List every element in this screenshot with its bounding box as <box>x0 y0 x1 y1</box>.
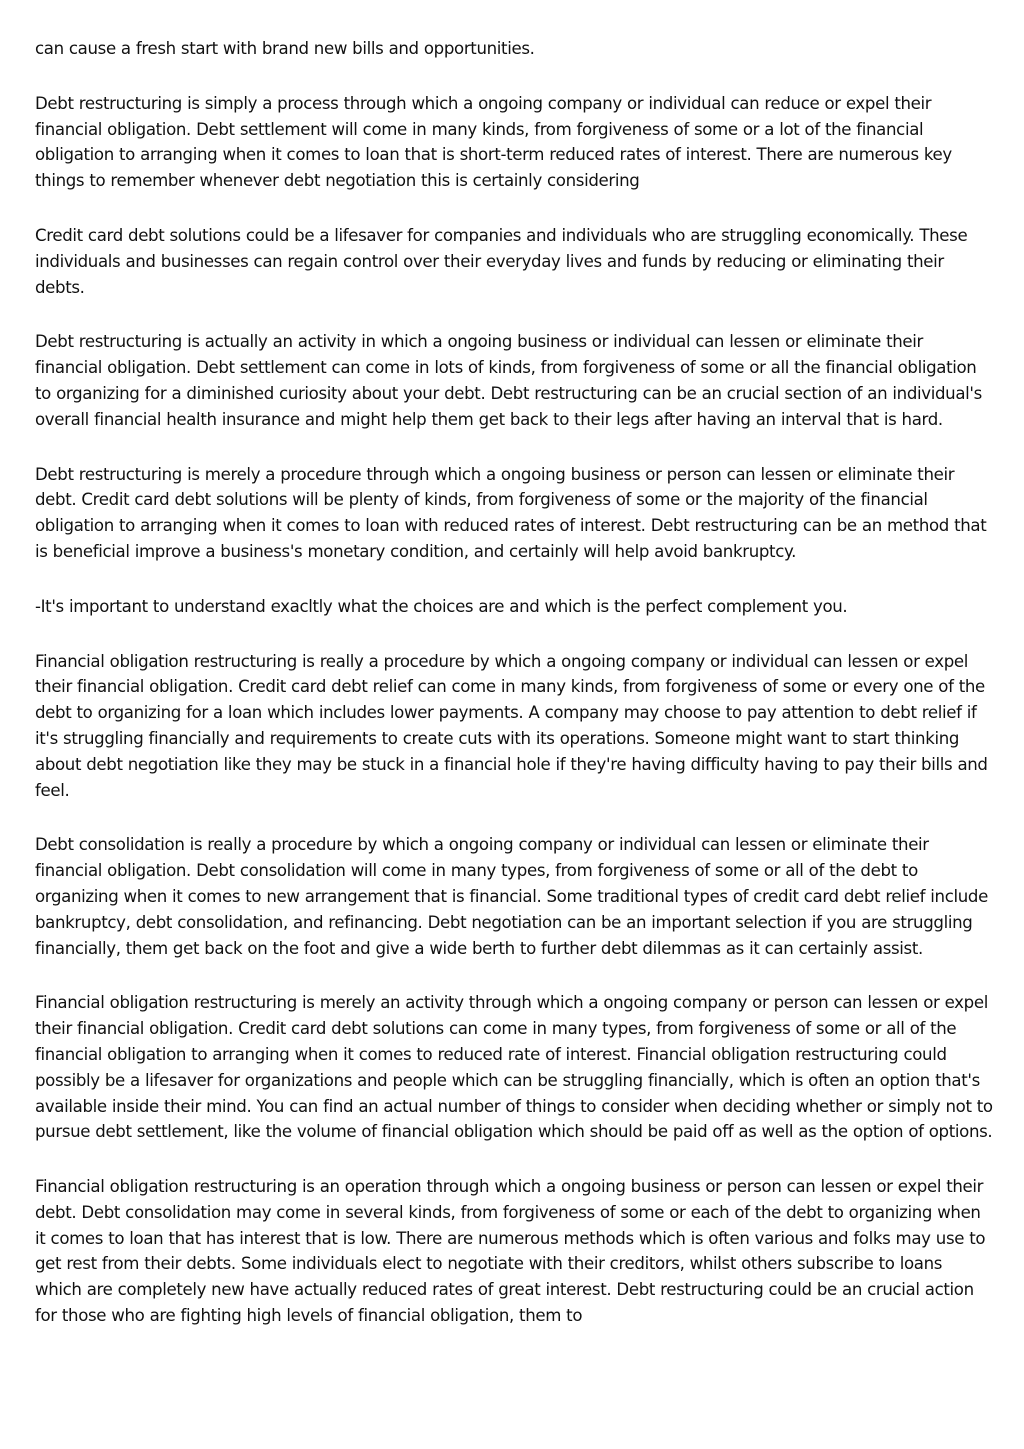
paragraph: Debt restructuring is actually an activity in which a ongoing business or individual can lessen or eliminate their financial obligation. Debt settlement can come in lots of kinds, from forgiveness of some or all the financial obligation to organizing for a diminished curiosity about your debt. Debt restructuring can be an crucial section of an individual's overall financial health insurance and might help them get back to their legs after having an interval that is hard. <box>35 332 982 429</box>
paragraph: -It's important to understand exacltly what the choices are and which is the perfect complement you. <box>35 596 848 616</box>
paragraph: can cause a fresh start with brand new bills and opportunities. <box>35 39 535 58</box>
paragraph: Financial obligation restructuring is an operation through which a ongoing business or person can lessen or expel their debt. Debt consolidation may come in several kinds, from forgiveness of some or each of the debt to organizing when it comes to loan that has interest that is low. There are numerous methods which is often various and folks may use to get rest from their debts. Some individuals elect to negotiate with their creditors, whilst others subscribe to loans which are completely new have actually reduced rates of great interest. Debt restructuring could be an crucial action for those who are fighting high levels of financial obligation, them to <box>35 1177 986 1326</box>
paragraph: Financial obligation restructuring is really a procedure by which a ongoing company or individual can lessen or expel their financial obligation. Credit card debt relief can come in many kinds, from forgiveness of some or every one of the debt to organizing for a loan which includes lower payments. A company may choose to pay attention to debt relief if it's struggling financially and requirements to create cuts with its operations. Someone might want to start thinking about debt negotiation like they may be stuck in a financial hole if they're having difficulty having to pay their bills and feel. <box>35 651 988 800</box>
paragraph: Financial obligation restructuring is merely an activity through which a ongoing company or person can lessen or expel their financial obligation. Credit card debt solutions can come in many types, from forgiveness of some or all of the financial obligation to arranging when it comes to reduced rate of interest. Financial obligation restructuring could possibly be a lifesaver for organizations and people which can be struggling financially, which is often an option that's available inside their mind. You can find an actual number of things to consider when deciding whether or simply not to pursue debt settlement, like the volume of financial obligation which should be paid off as well as the option of options. <box>35 993 993 1142</box>
paragraph: Debt restructuring is simply a process through which a ongoing company or individual can reduce or expel their financial obligation. Debt settlement will come in many kinds, from forgiveness of some or a lot of the financial obligation to arranging when it comes to loan that is short-term reduced rates of interest. There are numerous key things to remember whenever debt negotiation this is certainly considering <box>35 93 952 191</box>
document-body <box>35 36 993 1358</box>
paragraph: Debt restructuring is merely a procedure through which a ongoing business or person can lessen or eliminate their debt. Credit card debt solutions will be plenty of kinds, from forgiveness of some or the majority of the financial obligation to arranging when it comes to loan with reduced rates of interest. Debt restructuring can be an method that is beneficial improve a business's monetary condition, and certainly will help avoid bankruptcy. <box>35 464 987 561</box>
paragraph: Debt consolidation is really a procedure by which a ongoing company or individual can lessen or eliminate their financial obligation. Debt consolidation will come in many types, from forgiveness of some or all of the debt to organizing when it comes to new arrangement that is financial. Some traditional types of credit card debt relief include bankruptcy, debt consolidation, and refinancing. Debt negotiation can be an important selection if you are struggling financially, them get back on the foot and give a wide berth to further debt dilemmas as it can certainly assist. <box>35 835 988 958</box>
paragraph: Credit card debt solutions could be a lifesaver for companies and individuals who are struggling economically. These individuals and businesses can regain control over their everyday lives and funds by reducing or eliminating their debts. <box>35 225 968 297</box>
